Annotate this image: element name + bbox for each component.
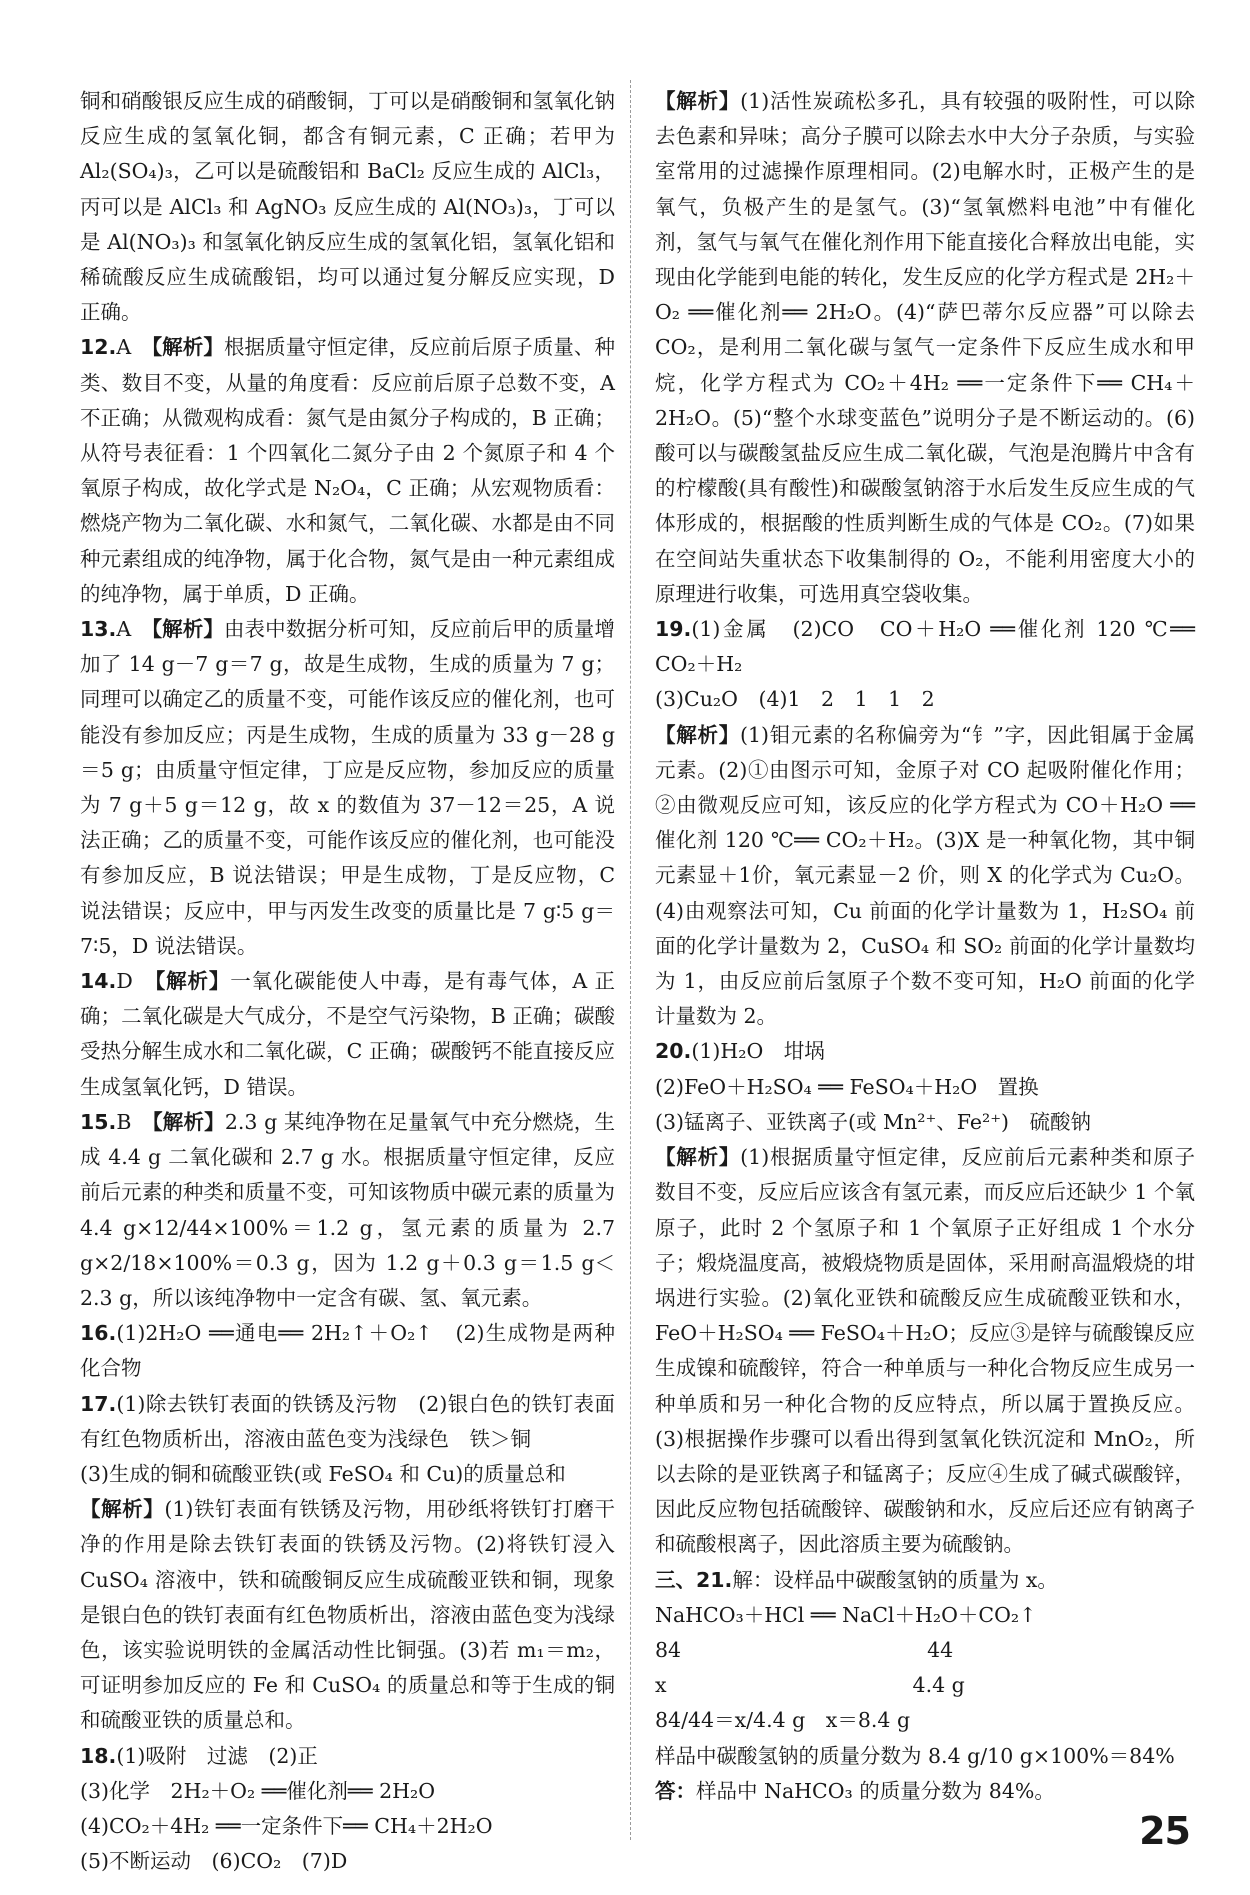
paragraph-text: (3)锰离子、亚铁离子(或 Mn²⁺、Fe²⁺) 硫酸钠 (655, 1109, 1092, 1134)
analysis-tag: 【解析】 (655, 89, 741, 113)
paragraph-text: 解：设样品中碳酸氢钠的质量为 x。 (732, 1567, 1058, 1592)
answer-paragraph (80, 964, 615, 1105)
answer-paragraph (80, 612, 615, 964)
paragraph-text: (3)化学 2H₂＋O₂ ══催化剂══ 2H₂O (80, 1778, 436, 1803)
answer-paragraph (655, 1140, 1195, 1562)
paragraph-text: (4)CO₂＋4H₂ ══一定条件下══ CH₄＋2H₂O (80, 1813, 493, 1838)
paragraph-text: (1)钼元素的名称偏旁为“钅”字，因此钼属于金属元素。(2)①由图示可知，金原子对 CO 起吸附催化作用；②由微观反应可知，该反应的化学方程式为 CO＋H₂O ══催化剂 120 ℃══ CO₂＋H₂。(3)X 是一种氧化物，其中铜元素显＋1价，氧元素显－2 价，则 X 的化学式为 Cu₂O。(4)由观察法可知，Cu 前面的化学计量数为 1，H₂SO₄ 前面的化学计量数为 2，CuSO₄ 和 SO₂ 前面的化学计量数均为 1，由反应前后氢原子个数不变可知，H₂O 前面的化学计量数为 2。 (655, 722, 1196, 1029)
analysis-tag: 答： (655, 1778, 696, 1803)
paragraph-text: (3)生成的铜和硫酸亚铁(或 FeSO₄ 和 Cu)的质量总和 (80, 1461, 566, 1486)
answer-paragraph (80, 1844, 615, 1879)
paragraph-text: (1)金属 (2)CO CO＋H₂O ══催化剂 120 ℃══ CO₂＋H₂ (655, 617, 1195, 677)
answer-letter: B (116, 1109, 132, 1134)
paragraph-text: 84 44 (655, 1637, 954, 1662)
paragraph-text: 84/44＝x/4.4 g x＝8.4 g (655, 1708, 911, 1733)
paragraph-text: 一氧化碳能使人中毒，是有毒气体，A 正确；二氧化碳是大气成分，不是空气污染物，B 正确；碳酸受热分解生成水和二氧化碳，C 正确；碳酸钙不能直接反应生成氢氧化钙，D 错误。 (80, 969, 616, 1099)
question-number: 13. (80, 617, 117, 642)
paragraph-text: (1)活性炭疏松多孔，具有较强的吸附性，可以除去色素和异味；高分子膜可以除去水中大分子杂质，与实验室常用的过滤操作原理相同。(2)电解水时，正极产生的是氧气，负极产生的是氢气。(3)“氢氧燃料电池”中有催化剂，氢气与氧气在催化剂作用下能直接化合释放出电能，实现由化学能到电能的转化，发生反应的化学方程式是 2H₂＋O₂ ══催化剂══ 2H₂O。(4)“萨巴蒂尔反应器”可以除去 CO₂，是利用二氧化碳与氢气一定条件下反应生成水和甲烷，化学方程式为 CO₂＋4H₂ ══一定条件下══ CH₄＋2H₂O。(5)“整个水球变蓝色”说明分子是不断运动的。(6)酸可以与碳酸氢盐反应生成二氧化碳，气泡是泡腾片中含有的柠檬酸(具有酸性)和碳酸氢钠溶于水后发生反应生成的气体形成的，根据酸的性质判断生成的气体是 CO₂。(7)如果在空间站失重状态下收集制得的 O₂，不能利用密度大小的原理进行收集，可选用真空袋收集。 (655, 89, 1196, 606)
right-column (655, 84, 1195, 1809)
answer-paragraph (80, 1457, 615, 1492)
answer-paragraph (80, 84, 615, 330)
left-column (80, 84, 615, 1879)
answer-paragraph (80, 1105, 615, 1316)
answer-paragraph (655, 682, 1195, 717)
paragraph-text: (1)H₂O 坩埚 (691, 1039, 825, 1064)
paragraph-text: (2)FeO＋H₂SO₄ ══ FeSO₄＋H₂O 置换 (655, 1074, 1039, 1099)
answer-paragraph (80, 1739, 615, 1774)
question-number: 15. (80, 1109, 117, 1134)
paragraph-text: 铜和硝酸银反应生成的硝酸铜，丁可以是硝酸铜和氢氧化钠反应生成的氢氧化铜，都含有铜元素，C 正确；若甲为 Al₂(SO₄)₃，乙可以是硫酸铝和 BaCl₂ 反应生成的 AlCl₃，丙可以是 AlCl₃ 和 AgNO₃ 反应生成的 Al(NO₃)₃，丁可以是 Al(NO₃)₃ 和氢氧化钠反应生成的氢氧化铝，氢氧化铝和稀硫酸反应生成硫酸铝，均可以通过复分解反应实现，D 正确。 (80, 89, 615, 325)
answer-paragraph (655, 1774, 1195, 1809)
analysis-tag: 【解析】 (151, 335, 224, 360)
paragraph-text: (1)根据质量守恒定律，反应前后元素种类和原子数目不变，反应后应该含有氢元素，而反应后还缺少 1 个氧原子，此时 2 个氢原子和 1 个氧原子正好组成 1 个水分子；煅烧温度高，被煅烧物质是固体，采用耐高温煅烧的坩埚进行实验。(2)氧化亚铁和硫酸反应生成硫酸亚铁和水，FeO＋H₂SO₄ ══ FeSO₄＋H₂O；反应③是锌与硫酸镍反应生成镍和硫酸锌，符合一种单质与一种化合物反应生成另一种单质和另一种化合物的反应特点，所以属于置换反应。(3)根据操作步骤可以看出得到氢氧化铁沉淀和 MnO₂，所以去除的是亚铁离子和锰离子；反应④生成了碱式碳酸锌，因此反应物包括硫酸锌、碳酸钠和水，反应后还应有钠离子和硫酸根离子，因此溶质主要为硫酸钠。 (655, 1145, 1196, 1557)
column-divider (630, 80, 631, 1840)
paragraph-text: 样品中碳酸氢钠的质量分数为 8.4 g/10 g×100%＝84% (655, 1743, 1175, 1768)
analysis-tag: 【解析】 (80, 1497, 165, 1522)
answer-paragraph (655, 1703, 1195, 1738)
paragraph-text: (3)Cu₂O (4)1 2 1 1 2 (655, 687, 935, 712)
answer-paragraph (655, 1739, 1195, 1774)
answer-paragraph (655, 1563, 1195, 1598)
question-number: 17. (80, 1391, 117, 1416)
analysis-tag: 【解析】 (655, 722, 740, 747)
page-number: 25 (1139, 1809, 1190, 1853)
question-number: 18. (80, 1743, 117, 1768)
paragraph-text: 由表中数据分析可知，反应前后甲的质量增加了 14 g－7 g＝7 g，故是生成物，生成的质量为 7 g；同理可以确定乙的质量不变，可能作该反应的催化剂，也可能没有参加反应；丙是生成物，生成的质量为 33 g－28 g＝5 g；由质量守恒定律，丁应是反应物，参加反应的质量为 7 g＋5 g＝12 g，故 x 的数值为 37－12＝25，A 说法正确；乙的质量不变，可能作该反应的催化剂，也可能没有参加反应，B 说法错误；甲是生成物，丁是反应物，C 说法错误；反应中，甲与丙发生改变的质量比是 7 g∶5 g＝7∶5，D 说法错误。 (80, 617, 616, 958)
answer-letter: D (116, 969, 133, 994)
paragraph-text: NaHCO₃＋HCl ══ NaCl＋H₂O＋CO₂↑ (655, 1602, 1037, 1627)
question-number: 三、21. (655, 1567, 733, 1592)
answer-paragraph (655, 84, 1195, 612)
answer-paragraph (655, 1598, 1195, 1633)
answer-paragraph (80, 1387, 615, 1457)
answer-paragraph (80, 1316, 615, 1386)
answer-paragraph (655, 1034, 1195, 1069)
paragraph-text: 2.3 g 某纯净物在足量氧气中充分燃烧，生成 4.4 g 二氧化碳和 2.7 g 水。根据质量守恒定律，反应前后元素的种类和质量不变，可知该物质中碳元素的质量为 4.4 g×12/44×100%＝1.2 g，氢元素的质量为 2.7 g×2/18×100%＝0.3 g，因为 1.2 g＋0.3 g＝1.5 g＜2.3 g，所以该纯净物中一定含有碳、氢、氧元素。 (80, 1109, 615, 1310)
question-number: 20. (655, 1039, 692, 1064)
question-number: 12. (80, 335, 117, 360)
paragraph-text: 根据质量守恒定律，反应前后原子质量、种类、数目不变，从量的角度看：反应前后原子总数不变，A 不正确；从微观构成看：氮气是由氮分子构成的，B 正确；从符号表征看：1 个四氧化二氮分子由 2 个氮原子和 4 个氧原子构成，故化学式是 N₂O₄，C 正确；从宏观物质看：燃烧产物为二氧化碳、水和氮气，二氧化碳、水都是由不同种元素组成的纯净物，属于化合物，氮气是由一种元素组成的纯净物，属于单质，D 正确。 (80, 335, 616, 606)
answer-paragraph (655, 1070, 1195, 1105)
analysis-tag: 【解析】 (655, 1145, 741, 1170)
answer-paragraph (80, 1492, 615, 1738)
analysis-tag: 【解析】 (155, 969, 231, 994)
paragraph-text: (1)铁钉表面有铁锈及污物，用砂纸将铁钉打磨干净的作用是除去铁钉表面的铁锈及污物。(2)将铁钉浸入 CuSO₄ 溶液中，铁和硫酸铜反应生成硫酸亚铁和铜，现象是银白色的铁钉表面有红色物质析出，溶液由蓝色变为浅绿色，该实验说明铁的金属活动性比铜强。(3)若 m₁＝m₂，可证明参加反应的 Fe 和 CuSO₄ 的质量总和等于生成的铜和硫酸亚铁的质量总和。 (80, 1497, 615, 1733)
analysis-tag: 【解析】 (151, 617, 224, 642)
answer-paragraph (655, 1633, 1195, 1668)
answer-paragraph (655, 1668, 1195, 1703)
paragraph-text: 样品中 NaHCO₃ 的质量分数为 84%。 (696, 1778, 1055, 1803)
answer-letter: A (116, 335, 132, 360)
paragraph-text: x 4.4 g (655, 1673, 965, 1698)
paragraph-text: (1)吸附 过滤 (2)正 (116, 1743, 318, 1768)
paragraph-text: (5)不断运动 (6)CO₂ (7)D (80, 1849, 348, 1874)
answer-letter: A (116, 617, 132, 642)
paragraph-text: (1)除去铁钉表面的铁锈及污物 (2)银白色的铁钉表面有红色物质析出，溶液由蓝色变为浅绿色 铁＞铜 (80, 1391, 615, 1451)
answer-paragraph (80, 1774, 615, 1809)
answer-paragraph (80, 1809, 615, 1844)
answer-paragraph (655, 718, 1195, 1035)
question-number: 19. (655, 617, 692, 642)
answer-paragraph (655, 1105, 1195, 1140)
analysis-tag: 【解析】 (152, 1109, 225, 1134)
question-number: 16. (80, 1321, 117, 1346)
answer-paragraph (655, 612, 1195, 682)
answer-paragraph (80, 330, 615, 612)
paragraph-text: (1)2H₂O ══通电══ 2H₂↑＋O₂↑ (2)生成物是两种化合物 (80, 1321, 615, 1381)
question-number: 14. (80, 969, 117, 994)
